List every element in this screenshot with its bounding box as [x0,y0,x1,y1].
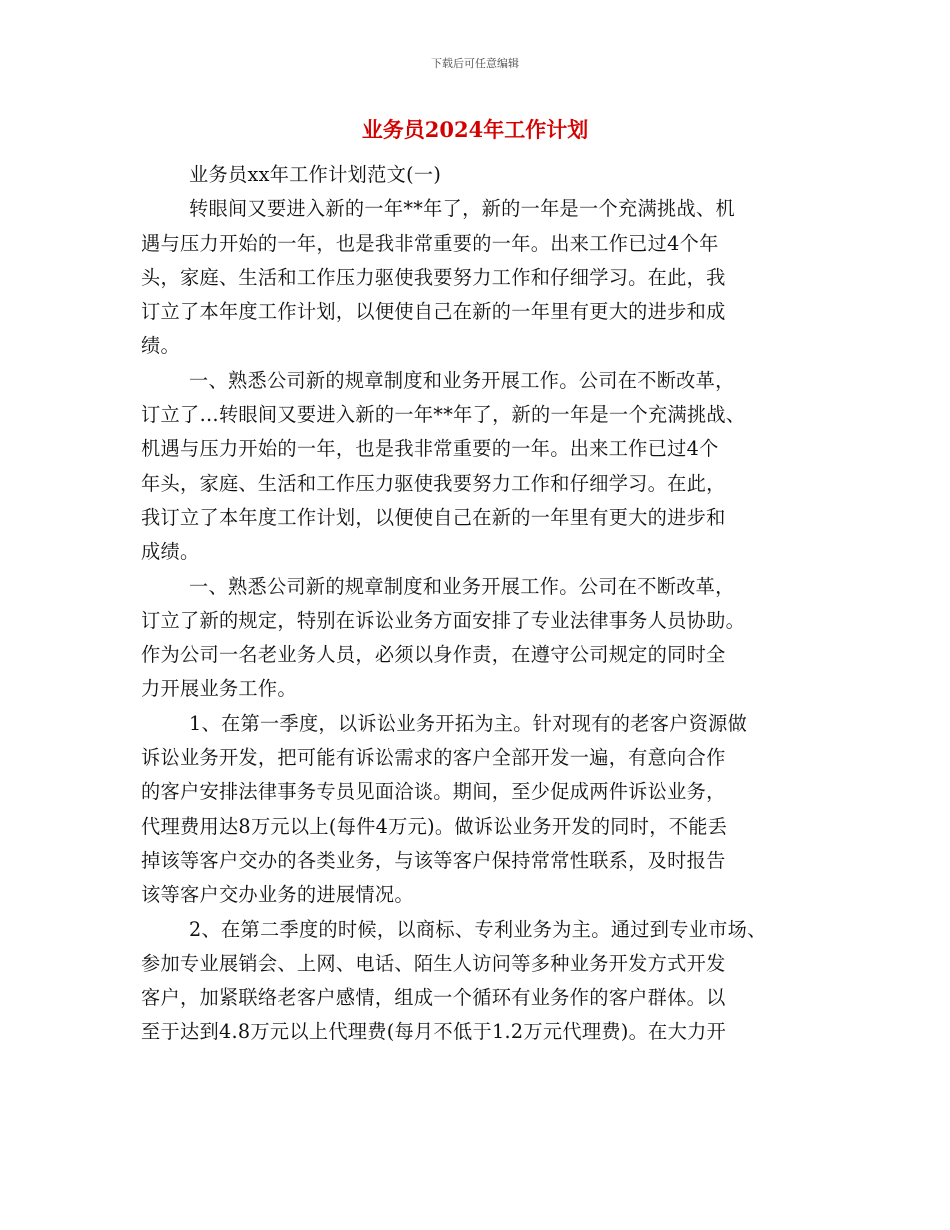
text-line: 参加专业展销会、上网、电话、陌生人访问等多种业务开发方式开发 [141,951,726,975]
text-line: 转眼间又要进入新的一年**年了，新的一年是一个充满挑战、机 [189,197,735,221]
text-line: 至于达到4.8万元以上代理费(每月不低于1.2万元代理费)。在大力开 [141,1020,727,1044]
text-line: 客户，加紧联络老客户感情，组成一个循环有业务作的客户群体。以 [141,986,726,1010]
text-line: 机遇与压力开始的一年，也是我非常重要的一年。出来工作已过4个 [141,437,719,461]
text-line: 绩。 [141,334,180,358]
text-line: 1、在第一季度，以诉讼业务开拓为主。针对现有的老客户资源做 [189,711,748,735]
text-line: 业务员xx年工作计划范文(一) [189,163,442,186]
text-line: 头，家庭、生活和工作压力驱使我要努力工作和仔细学习。在此，我 [141,265,726,289]
text-line: 的客户安排法律事务专员见面洽谈。期间，至少促成两件诉讼业务， [141,780,726,804]
document-body [141,158,831,1050]
text-line: 订立了新的规定，特别在诉讼业务方面安排了专业法律事务人员协助。 [141,608,746,632]
text-line: 我订立了本年度工作计划，以便使自己在新的一年里有更大的进步和 [141,505,726,529]
text-line: 该等客户交办业务的进展情况。 [141,883,414,907]
text-line: 2、在第二季度的时候，以商标、专利业务为主。通过到专业市场、 [189,917,767,941]
text-line: 诉讼业务开发，把可能有诉讼需求的客户全部开发一遍，有意向合作 [141,746,726,770]
header-note: 下载后可任意编辑 [431,57,519,70]
text-line: 掉该等客户交办的各类业务，与该等客户保持常常性联系，及时报告 [141,848,726,872]
text-line: 成绩。 [141,540,200,564]
text-line: 一、熟悉公司新的规章制度和业务开展工作。公司在不断改革， [189,574,735,598]
text-line: 作为公司一名老业务人员，必须以身作责，在遵守公司规定的同时全 [141,643,726,667]
text-line: 年头，家庭、生活和工作压力驱使我要努力工作和仔细学习。在此， [141,471,726,495]
text-line: 力开展业务工作。 [141,677,297,701]
text-line: 遇与压力开始的一年，也是我非常重要的一年。出来工作已过4个年 [141,231,719,255]
document-title: 业务员2024年工作计划 [361,117,589,142]
text-line: 订立了本年度工作计划，以便使自己在新的一年里有更大的进步和成 [141,300,726,324]
text-line: 一、熟悉公司新的规章制度和业务开展工作。公司在不断改革， [189,368,735,392]
text-line: 代理费用达8万元以上(每件4万元)。做诉讼业务开发的同时，不能丢 [141,814,728,838]
text-line: 订立了…转眼间又要进入新的一年**年了，新的一年是一个充满挑战、 [141,403,746,427]
